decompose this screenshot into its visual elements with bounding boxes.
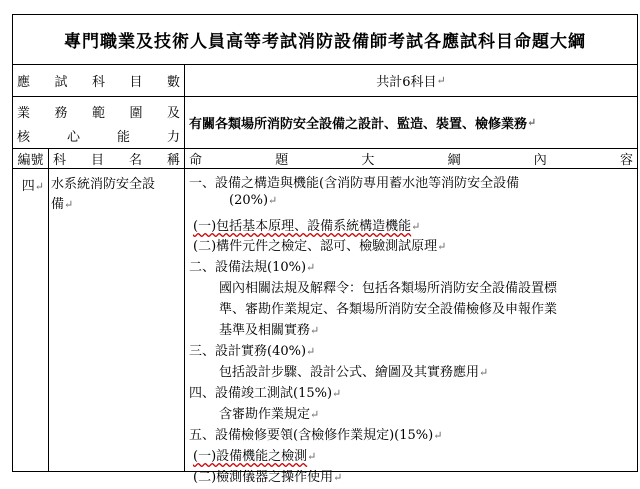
content-line: (一)設備機能之檢測↵ bbox=[193, 449, 317, 464]
label-char: 目 bbox=[129, 75, 143, 90]
subject-line-2: 備↵ bbox=[51, 197, 74, 212]
subjects-value-cell bbox=[185, 65, 637, 96]
content-line: (二)檢測儀器之操作使用↵ bbox=[193, 470, 343, 485]
content-line: 基準及相關實務↵ bbox=[219, 323, 320, 338]
label-char: 能 bbox=[116, 129, 130, 145]
label-char: 圍 bbox=[129, 105, 143, 121]
header-char: 題 bbox=[275, 153, 289, 168]
header-char: 稱 bbox=[166, 153, 180, 168]
header-content bbox=[185, 149, 637, 168]
label-char: 力 bbox=[166, 129, 180, 145]
header-char: 綱 bbox=[447, 153, 461, 168]
label-char: 及 bbox=[166, 105, 180, 121]
content-line: (20%)↵ bbox=[229, 193, 278, 208]
scope-row bbox=[13, 97, 637, 149]
page-title: 專門職業及技術人員高等考試消防設備師考試各應試科目命題大綱 bbox=[13, 15, 637, 65]
content-line: 二、設備法規(10%)↵ bbox=[189, 260, 316, 275]
content-line: (一)包括基本原理、設備系統構造機能↵ bbox=[193, 219, 421, 234]
row-content bbox=[185, 169, 637, 485]
header-char: 內 bbox=[533, 153, 547, 168]
label-char: 業 bbox=[17, 105, 31, 121]
content-line: (二)構件元件之檢定、認可、檢驗測試原理↵ bbox=[193, 239, 447, 254]
content-line: 一、設備之構造與機能(含消防專用蓄水池等消防安全設備 bbox=[189, 176, 520, 191]
header-char: 目 bbox=[90, 153, 104, 168]
row-number: 四↵ bbox=[13, 169, 49, 471]
paragraph-mark: ↵ bbox=[34, 180, 44, 193]
label-char: 應 bbox=[17, 75, 31, 90]
header-row bbox=[13, 149, 637, 169]
table-row bbox=[13, 169, 637, 485]
paragraph-mark: ↵ bbox=[436, 74, 446, 87]
content-line: 含審勘作業規定↵ bbox=[219, 407, 320, 422]
header-subject bbox=[49, 149, 185, 168]
subjects-label bbox=[13, 65, 185, 96]
label-char: 數 bbox=[166, 75, 180, 90]
header-char: 名 bbox=[128, 153, 142, 168]
content-line: 三、設計實務(40%)↵ bbox=[189, 344, 316, 359]
content-line: 五、設備檢修要領(含檢修作業規定)(15%)↵ bbox=[189, 428, 443, 443]
label-char: 核 bbox=[17, 129, 31, 145]
scope-value: 有關各類場所消防安全設備之設計、監造、裝置、檢修業務 bbox=[189, 117, 528, 132]
content-line: 包括設計步驟、設計公式、繪圖及其實務應用↵ bbox=[219, 365, 489, 380]
scope-value-cell bbox=[185, 97, 637, 148]
exam-outline-table bbox=[12, 14, 638, 485]
content-line: 國內相關法規及解釋令：包括各類場所消防安全設備設置標 bbox=[219, 281, 558, 296]
header-char: 大 bbox=[361, 153, 375, 168]
scope-label bbox=[13, 97, 185, 148]
label-char: 科 bbox=[91, 75, 105, 90]
subject-line: 水系統消防安全設 bbox=[51, 177, 156, 192]
header-char: 容 bbox=[619, 153, 633, 168]
header-number: 編號 bbox=[13, 149, 49, 168]
label-char: 範 bbox=[91, 105, 105, 121]
label-char: 務 bbox=[54, 105, 68, 121]
label-char: 心 bbox=[66, 129, 80, 145]
content-line: 準、審勘作業規定、各類場所消防安全設備檢修及申報作業 bbox=[219, 302, 558, 317]
subjects-value: 共計6科目 bbox=[376, 75, 437, 90]
label-char: 試 bbox=[54, 75, 68, 90]
paragraph-mark: ↵ bbox=[527, 116, 537, 129]
content-line: 四、設備竣工測試(15%)↵ bbox=[189, 386, 342, 401]
subjects-row bbox=[13, 65, 637, 97]
header-char: 命 bbox=[189, 153, 203, 168]
row-subject bbox=[49, 169, 185, 471]
header-char: 科 bbox=[53, 153, 67, 168]
